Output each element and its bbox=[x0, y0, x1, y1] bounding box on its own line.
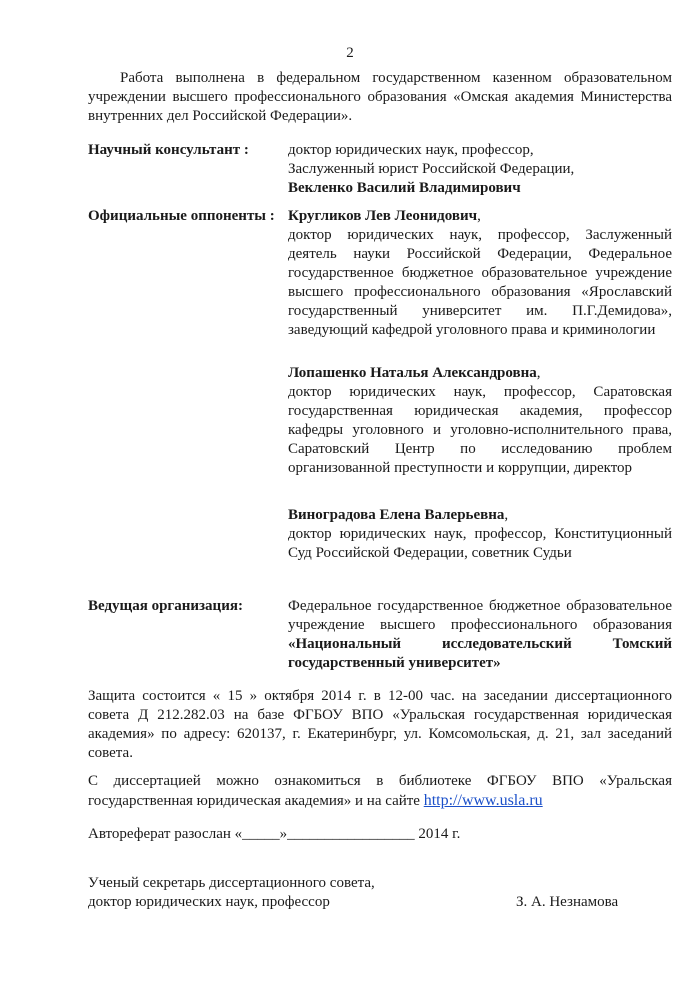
opponent-2-details: доктор юридических наук, профессор, Саратовская государственная юридическая академия, профессор кафедры уголовного и уголовно-исполнительного права, Саратовский Центр по исследованию проблем организованной преступности и коррупции, директор bbox=[288, 384, 672, 476]
library-paragraph bbox=[88, 772, 672, 811]
library-text: С диссертацией можно ознакомиться в библиотеке ФГБОУ ВПО «Уральская государственная юридическая академия» и на сайте bbox=[88, 773, 672, 809]
secretary-degree: доктор юридических наук, профессор bbox=[88, 894, 330, 910]
opponent-3: Виноградова Елена Валерьевна, доктор юридических наук, профессор, Конституционный Суд Российской Федерации, советник Судьи bbox=[288, 507, 672, 561]
opponents-label: Официальные оппоненты : bbox=[88, 208, 275, 224]
intro-paragraph: Работа выполнена в федеральном государственном казенном образовательном учреждении высшего профессионального образования «Омская академия Министерства внутренних дел Российской Федерации». bbox=[88, 70, 672, 124]
secretary-name: З. А. Незнамова bbox=[516, 894, 619, 910]
leading-org-label: Ведущая организация: bbox=[88, 598, 243, 614]
leading-org-block bbox=[288, 597, 672, 673]
consultant-degree: доктор юридических наук, профессор, bbox=[288, 142, 534, 158]
opponent-1-details: доктор юридических наук, профессор, Заслуженный деятель науки Российской Федерации, Федеральное государственное бюджетное образовательное учреждение высшего профессионального образования «Ярославский государственный университет им. П.Г.Демидова», заведующий кафедрой уголовного права и криминологии bbox=[288, 227, 672, 338]
leading-org-prefix: Федеральное государственное бюджетное образовательное учреждение высшего профессионального образования bbox=[288, 598, 672, 633]
abstract-sent-line: Автореферат разослан «_____»_________________ 2014 г. bbox=[88, 826, 461, 842]
opponent-1: Кругликов Лев Леонидович, доктор юридических наук, профессор, Заслуженный деятель науки Российской Федерации, Федеральное государственное бюджетное образовательное учреждение высшего профессионального образования «Ярославский государственный университет им. П.Г.Демидова», заведующий кафедрой уголовного права и криминологии bbox=[288, 208, 672, 338]
consultant-block bbox=[288, 141, 672, 198]
leading-org-name: «Национальный исследовательский Томский государственный университет» bbox=[288, 636, 672, 671]
opponent-3-name: Виноградова Елена Валерьевна bbox=[288, 507, 505, 523]
consultant-label: Научный консультант : bbox=[88, 142, 249, 158]
defense-paragraph: Защита состоится « 15 » октября 2014 г. в 12-00 час. на заседании диссертационного совета Д 212.282.03 на базе ФГБОУ ВПО «Уральская государственная юридическая академия» по адресу: 620137, г. Екатеринбург, ул. Комсомольская, д. 21, зал заседаний совета. bbox=[88, 688, 672, 761]
opponent-2-name: Лопашенко Наталья Александровна bbox=[288, 365, 537, 381]
consultant-name: Векленко Василий Владимирович bbox=[288, 180, 521, 196]
opponent-1-name: Кругликов Лев Леонидович bbox=[288, 208, 478, 224]
page-number: 2 bbox=[346, 45, 354, 61]
website-link[interactable]: http://www.usla.ru bbox=[423, 792, 543, 809]
secretary-title: Ученый секретарь диссертационного совета, bbox=[88, 875, 375, 891]
opponent-2: Лопашенко Наталья Александровна, доктор юридических наук, профессор, Саратовская государственная юридическая академия, профессор кафедры уголовного и уголовно-исполнительного права, Саратовский Центр по исследованию проблем организованной преступности и коррупции, директор bbox=[288, 365, 672, 476]
consultant-title: Заслуженный юрист Российской Федерации, bbox=[288, 161, 575, 177]
opponent-3-details: доктор юридических наук, профессор, Конституционный Суд Российской Федерации, советник Судьи bbox=[288, 526, 672, 561]
